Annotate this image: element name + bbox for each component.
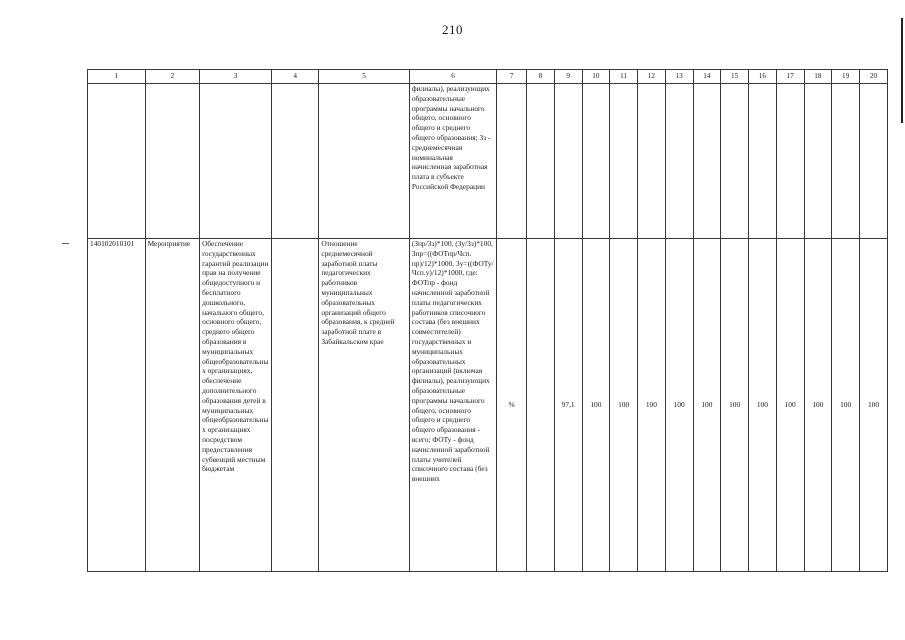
calculation-method: (Зпр/Зз)*100, (Зу/Зз)*100, Зпр=((ФОТпр/Чсп. пр)/12)*1000, Зу=((ФОТу/Чсп.у)/12)*1000, где: ФОТпр - фонд начисленной заработной платы педагогических работников списочного состава (без внешних совместителей) государственных и муниципальных образовательных организаций (включая филиалы), реализующих образовательные программы начального общего, основного общего и среднего общего образования - всего; ФОТу - фонд начисленной заработной платы учителей списочного состава (без внешних	[409, 239, 496, 572]
value-cell: 100	[582, 239, 610, 572]
header-cell: 10	[582, 70, 610, 84]
indicator-table	[87, 69, 888, 572]
header-cell: 16	[749, 70, 777, 84]
header-cell: 11	[610, 70, 638, 84]
method-continuation-text: филиалы), реализующих образовательные программы начального общего, основного общего и среднего общего образования; Зз - среднемесячная номинальная начисленная заработная плата в субъекте Российской Федерации	[409, 84, 496, 239]
header-cell: 5	[319, 70, 409, 84]
continuation-row	[88, 84, 888, 239]
header-cell: 8	[527, 70, 555, 84]
header-cell: 9	[554, 70, 582, 84]
header-cell: 15	[721, 70, 749, 84]
value-cell: 100	[860, 239, 888, 572]
header-cell: 13	[665, 70, 693, 84]
activity-type: Мероприятие	[145, 239, 199, 572]
header-cell: 12	[638, 70, 666, 84]
header-cell: 2	[145, 70, 199, 84]
column-number-header-row	[88, 70, 888, 84]
value-cell: 100	[610, 239, 638, 572]
page-edge-mark	[901, 18, 903, 123]
value-cell: 100	[804, 239, 832, 572]
value-cell: 100	[693, 239, 721, 572]
header-cell: 6	[409, 70, 496, 84]
header-cell: 1	[88, 70, 146, 84]
unit-cell: %	[497, 239, 527, 572]
header-cell: 3	[200, 70, 272, 84]
activity-code: 140102010101	[88, 239, 146, 572]
value-cell: 100	[832, 239, 860, 572]
header-cell: 4	[272, 70, 319, 84]
indicator-name: Отношение среднемесячной заработной платы педагогических работников муниципальных образовательных организаций общего образования, к средней заработной плате в Забайкальском крае	[319, 239, 409, 572]
value-cell: 100	[776, 239, 804, 572]
value-cell: 100	[721, 239, 749, 572]
header-cell: 7	[497, 70, 527, 84]
value-cell-8	[527, 239, 555, 572]
table-row	[88, 239, 888, 572]
value-cell: 100	[749, 239, 777, 572]
header-cell: 17	[776, 70, 804, 84]
activity-name: Обеспечение государственных гарантий реализации прав на получение общедоступного и бесплатного дошкольного, начального общего, основного общего, среднего общего образования в муниципальных общеобразовательных организациях, обеспечение дополнительного образования детей в муниципальных общеобразовательных организациях посредством предоставления субвенций местным бюджетам	[200, 239, 272, 572]
empty-cell	[272, 239, 319, 572]
header-cell: 14	[693, 70, 721, 84]
margin-tick-mark	[62, 243, 69, 244]
value-cell-9: 97,1	[554, 239, 582, 572]
header-cell: 20	[860, 70, 888, 84]
value-cell: 100	[665, 239, 693, 572]
header-cell: 19	[832, 70, 860, 84]
page-number: 210	[442, 22, 463, 37]
header-cell: 18	[804, 70, 832, 84]
value-cell: 100	[638, 239, 666, 572]
